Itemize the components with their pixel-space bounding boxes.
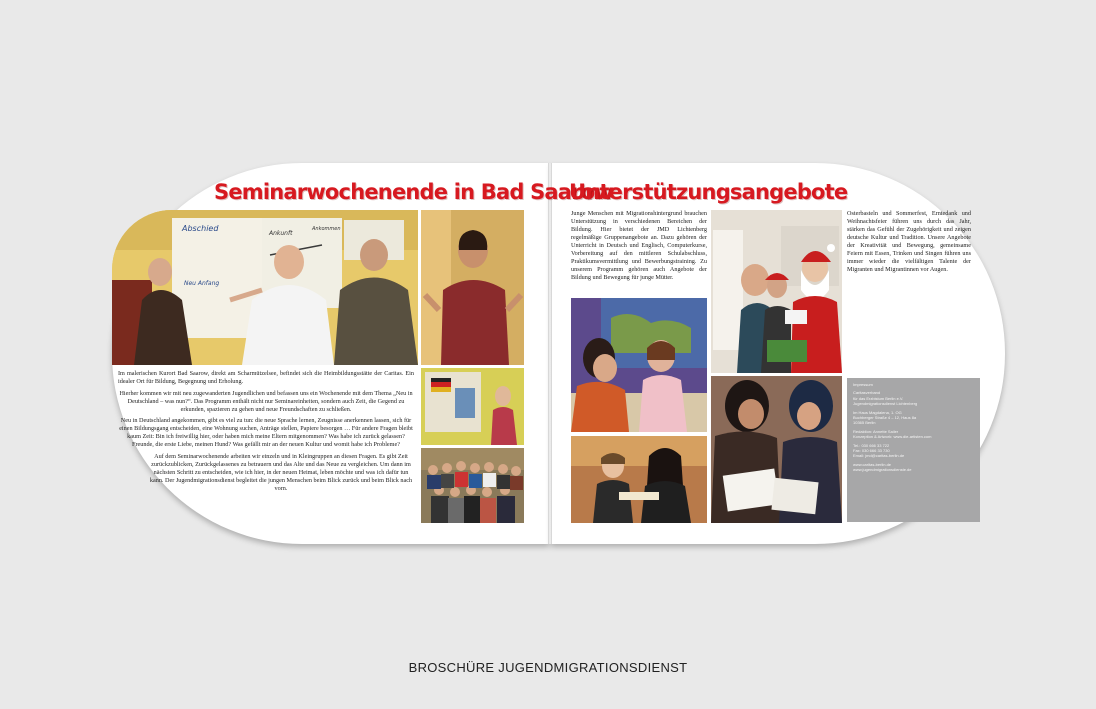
christmas-photo <box>711 210 842 373</box>
left-page-title: Seminarwochenende in Bad Saarow <box>214 180 613 204</box>
left-page-body <box>118 370 414 496</box>
imprint-text <box>847 378 980 477</box>
poster-photo <box>421 368 524 445</box>
imprint-line: Impressum <box>853 382 873 387</box>
imprint-line: 10365 Berlin <box>853 420 876 426</box>
seminar-group-photo <box>112 210 418 365</box>
imprint-line: Caritasverband <box>853 390 881 396</box>
brochure-caption: BROSCHÜRE JUGENDMIGRATIONSDIENST <box>408 660 688 675</box>
flipchart-arrow-label-left: Ankunft <box>269 230 293 237</box>
imprint-line: Konzeption & Artwork: www.die-artisten.com <box>853 434 932 440</box>
flipchart-heading: Abschied <box>182 224 219 233</box>
right-page-title: Unterstützungsangebote <box>569 180 848 204</box>
imprint-line: Buchberger Straße 4 – 12, Haus 8a <box>853 415 917 421</box>
imprint-line: für das Erzbistum Berlin e.V. <box>853 395 904 401</box>
left-paragraph-2: Hierher kommen wir mit neu zugewanderten Jugendlichen und befassen uns ein Wochenende mit dem Thema „Neu in Deutschland – was nun?“. Das Programm enthält nicht nur Seminareinheiten, sondern auch Zeit, die Gegend zu erkunden, spazieren zu gehen und neue Freundschaften zu schließen. <box>119 389 413 413</box>
left-paragraph-4: Auf dem Seminarwochenende arbeiten wir einzeln und in Kleingruppen an diesen Fragen. Es gibt Zeit zurückzublicken, Zurückgelassenes zu betrauern und das Alte und das Neue zu vergleichen. Um dann im nächsten Schritt zu entscheiden, wie ich hier, in der neuen Heimat, leben möchte und was ich dafür tun kann. Der Jugendmigrationsdienst begleitet die jungen Menschen beim Blick zurück und beim Blick nach vorn. <box>149 452 413 492</box>
flipchart-arrow-label-right: Ankommen <box>312 226 341 232</box>
workshop-photo <box>711 376 842 523</box>
imprint-line: Fax: 030 666 33 730 <box>853 448 890 454</box>
imprint-line: Email: jmd@caritas-berlin.de <box>853 453 905 459</box>
mother-child-photo <box>571 436 707 523</box>
imprint-line: www.jugendmigrationsdienste.de <box>853 467 912 473</box>
flipchart-note: Neu Anfang <box>184 280 220 287</box>
imprint-line: Tel.: 030 666 33 722 <box>853 442 890 448</box>
brochure-spine <box>548 163 552 544</box>
imprint-line: www.caritas-berlin.de <box>853 461 892 467</box>
imprint-line: Im Haus Magdalena, 1. OG <box>853 409 902 415</box>
group-photo <box>421 448 524 523</box>
right-page-column-1: Junge Menschen mit Migrationshintergrund brauchen Unterstützung in verschiedenen Bereichen der Bildung. Hier bietet der JMD Lichtenberg regelmäßige Gruppenangebote an. Dazu gehören der Unterricht in Deutsch und Englisch, Computerkurse, Vorbereitung auf den mittleren Schulabschluss, Praktikumsvermittlung und Bewerbungstraining. Zu unserem Programm gehören auch Angebote der Bildung und Bewegung für junge Mütter. <box>571 210 707 281</box>
right-page-column-2: Osterbasteln und Sommerfest, Erntedank und Weihnachtsfeier führen uns durch das Jahr, stärken das Gefühl der Zugehörigkeit und zeigen deutsche Kultur und Tradition. Unsere Angebote der Kreativität und Bewegung, gemeinsame Feiern mit Essen, Trinken und Singen führen uns immer wieder die vielfältigen Talente der Migranten und Migrantinnen vor Augen. <box>847 210 971 273</box>
imprint-line: Jugendmigrationsdienst Lichtenberg <box>853 401 918 407</box>
left-paragraph-3: Neu in Deutschland angekommen, gibt es viel zu tun: die neue Sprache lernen, Zeugnisse anerkennen lassen, sich für einen Bildungsgang entscheiden, eine Wohnung suchen, Anträge stellen, Papiere besorgen … Für andere Fragen bleibt kaum Zeit: Bin ich freiwillig hier, oder haben mich meine Eltern mitgenommen? Was habe ich zurück gelassen? Freunde, die erste Liebe, meinen Hund? Was gefällt mir an der neuen Kultur und womit habe ich Probleme? <box>119 417 413 448</box>
left-paragraph-1: Im malerischen Kurort Bad Saarow, direkt am Scharmützelsee, befindet sich die Heimbildungsstätte der Caritas. Ein idealer Ort für Bildung, Begegnung und Erholung. <box>118 370 414 385</box>
teacher-photo <box>421 210 524 365</box>
imprint-box <box>847 378 980 522</box>
craft-photo <box>571 298 707 432</box>
imprint-line: Redaktion: Annette Sailer <box>853 428 899 434</box>
